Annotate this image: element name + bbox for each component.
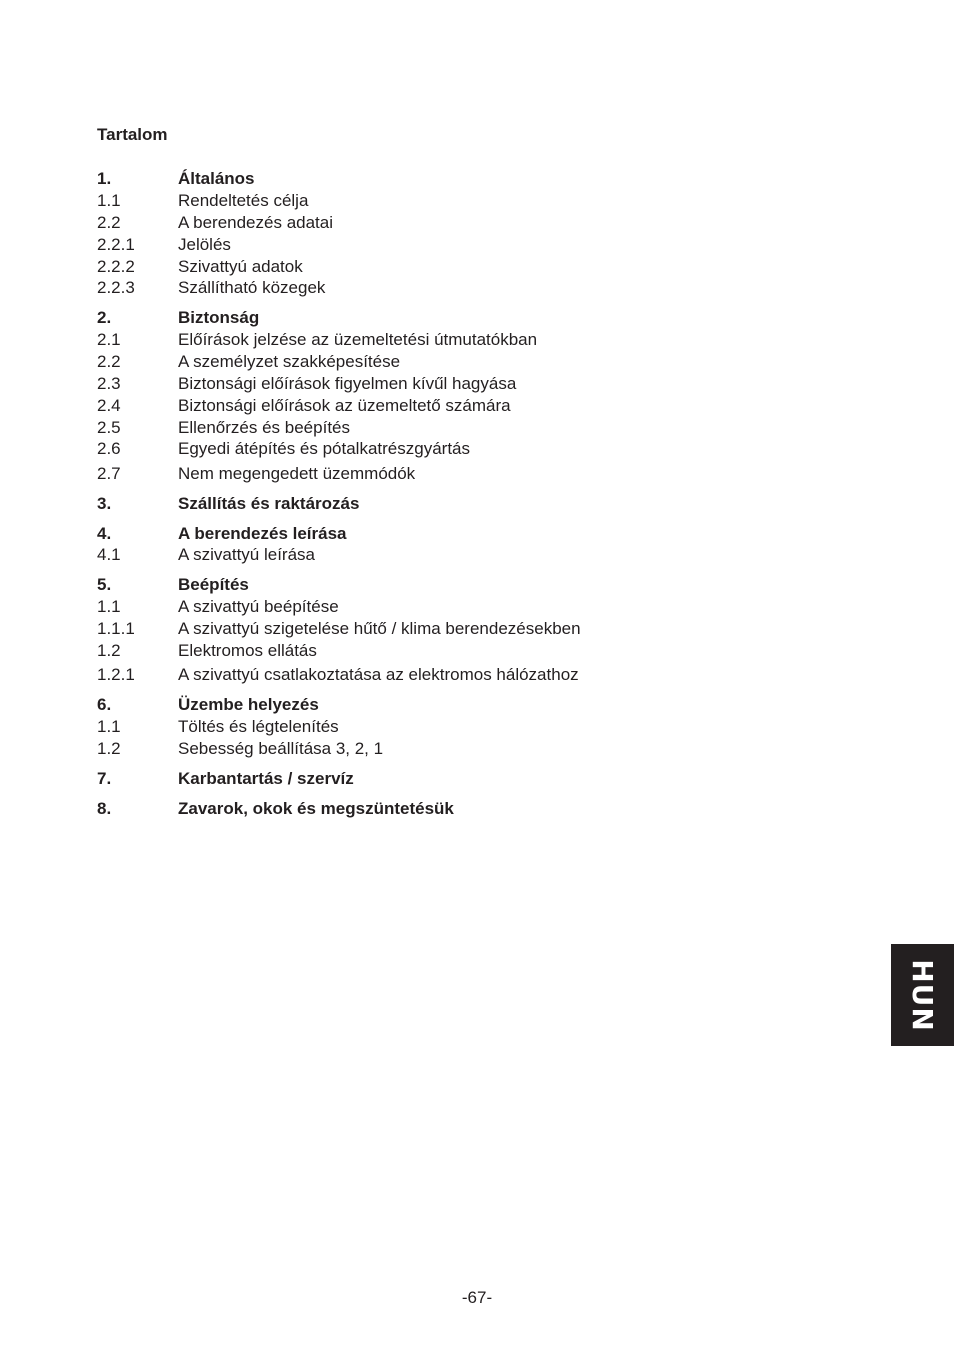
toc-entry: [97, 256, 857, 278]
toc-entry-number: 3.: [97, 494, 112, 513]
toc-entry-text: A szivattyú csatlakoztatása az elektromos hálózathoz: [178, 665, 579, 684]
toc-entry-number: 2.2.3: [97, 278, 135, 297]
toc-entry-text: Rendeltetés célja: [178, 191, 309, 210]
toc-entry-text: A szivattyú beépítése: [178, 597, 339, 616]
toc-entry-number: 8.: [97, 799, 112, 818]
page-number: -67-: [461, 1288, 493, 1307]
toc-entry-number: 2.2.1: [97, 235, 135, 254]
toc-entry-text: Karbantartás / szervíz: [178, 769, 354, 788]
toc-entry-number: 1.2: [97, 641, 121, 660]
toc-entry-text: Biztonsági előírások az üzemeltető számára: [178, 396, 511, 415]
toc-entry-number: 2.6: [97, 439, 121, 458]
language-tab: [891, 944, 954, 1046]
toc-entry-number: 1.2: [97, 739, 121, 758]
toc-entry-text: Biztonsági előírások figyelmen kívűl hagyása: [178, 374, 517, 393]
toc-section-heading: [97, 523, 857, 545]
toc-section-heading: [97, 493, 857, 515]
toc-entry-text: Töltés és légtelenítés: [178, 717, 339, 736]
toc-entry: [97, 664, 857, 686]
toc-entry-number: 4.1: [97, 545, 121, 564]
toc-entry-text: Biztonság: [178, 308, 260, 327]
toc-entry-text: Beépítés: [178, 575, 249, 594]
toc-entry: [97, 640, 857, 662]
toc-entry-number: 5.: [97, 575, 112, 594]
toc-section-heading: [97, 168, 857, 190]
toc-entry: [97, 277, 857, 299]
toc-entry: [97, 212, 857, 234]
toc-entry-text: Egyedi átépítés és pótalkatrészgyártás: [178, 439, 470, 458]
toc-section-heading: [97, 798, 857, 820]
toc-entry-text: A berendezés leírása: [178, 524, 347, 543]
toc-entry: [97, 351, 857, 373]
toc-entry-text: Szállítható közegek: [178, 278, 326, 297]
toc-section-heading: [97, 574, 857, 596]
toc-entry-text: A berendezés adatai: [178, 213, 334, 232]
toc-entry: [97, 463, 857, 485]
toc-entry-text: Szállítás és raktározás: [178, 494, 360, 513]
toc-entry-text: Zavarok, okok és megszüntetésük: [178, 799, 454, 818]
toc-entry-number: 2.: [97, 308, 112, 327]
toc-entry-number: 6.: [97, 695, 112, 714]
toc-entry-text: Előírások jelzése az üzemeltetési útmutatókban: [178, 330, 538, 349]
language-tab-label: HUN: [906, 958, 940, 1032]
toc-entry-text: Nem megengedett üzemmódók: [178, 464, 416, 483]
toc-entry-text: A személyzet szakképesítése: [178, 352, 401, 371]
toc-entry-number: 2.3: [97, 374, 121, 393]
toc-entry-text: A szivattyú leírása: [178, 545, 316, 564]
toc-entry-text: Jelölés: [178, 235, 231, 254]
toc-entry: [97, 190, 857, 212]
toc-entry: [97, 438, 857, 460]
toc-entry-text: Sebesség beállítása 3, 2, 1: [178, 739, 384, 758]
toc-entry: [97, 417, 857, 439]
toc-section-heading: [97, 768, 857, 790]
toc-entry: [97, 234, 857, 256]
toc-entry-text: Általános: [178, 169, 255, 188]
toc-entry: [97, 596, 857, 618]
toc-entry-number: 1.1: [97, 191, 121, 210]
toc-entry-number: 1.1: [97, 597, 121, 616]
toc-title: Tartalom: [97, 125, 168, 144]
toc-entry-text: Ellenőrzés és beépítés: [178, 418, 350, 437]
toc-section-heading: [97, 307, 857, 329]
toc-entry-number: 2.1: [97, 330, 121, 349]
toc-entry: [97, 329, 857, 351]
toc-entry-number: 1.1.1: [97, 619, 135, 638]
toc-entry-text: Üzembe helyezés: [178, 695, 319, 714]
toc-entry-number: 4.: [97, 524, 112, 543]
toc-entry: [97, 373, 857, 395]
toc-entry-number: 1.1: [97, 717, 121, 736]
toc-entry-number: 2.2: [97, 213, 121, 232]
toc-entry-text: Szivattyú adatok: [178, 257, 303, 276]
toc-entry-number: 1.: [97, 169, 112, 188]
toc-entry-number: 1.2.1: [97, 665, 135, 684]
toc-section-heading: [97, 694, 857, 716]
toc-entry-number: 2.2.2: [97, 257, 135, 276]
toc-entry-number: 2.7: [97, 464, 121, 483]
toc-entry: [97, 544, 857, 566]
toc-entry: [97, 618, 857, 640]
toc-entry: [97, 395, 857, 417]
toc-entry-number: 2.2: [97, 352, 121, 371]
toc-entry: [97, 738, 857, 760]
toc-entry-number: 2.5: [97, 418, 121, 437]
toc-entry-number: 2.4: [97, 396, 121, 415]
toc-entry-text: Elektromos ellátás: [178, 641, 317, 660]
toc-entry-text: A szivattyú szigetelése hűtő / klima berendezésekben: [178, 619, 581, 638]
toc-entry: [97, 716, 857, 738]
toc-entry-number: 7.: [97, 769, 112, 788]
